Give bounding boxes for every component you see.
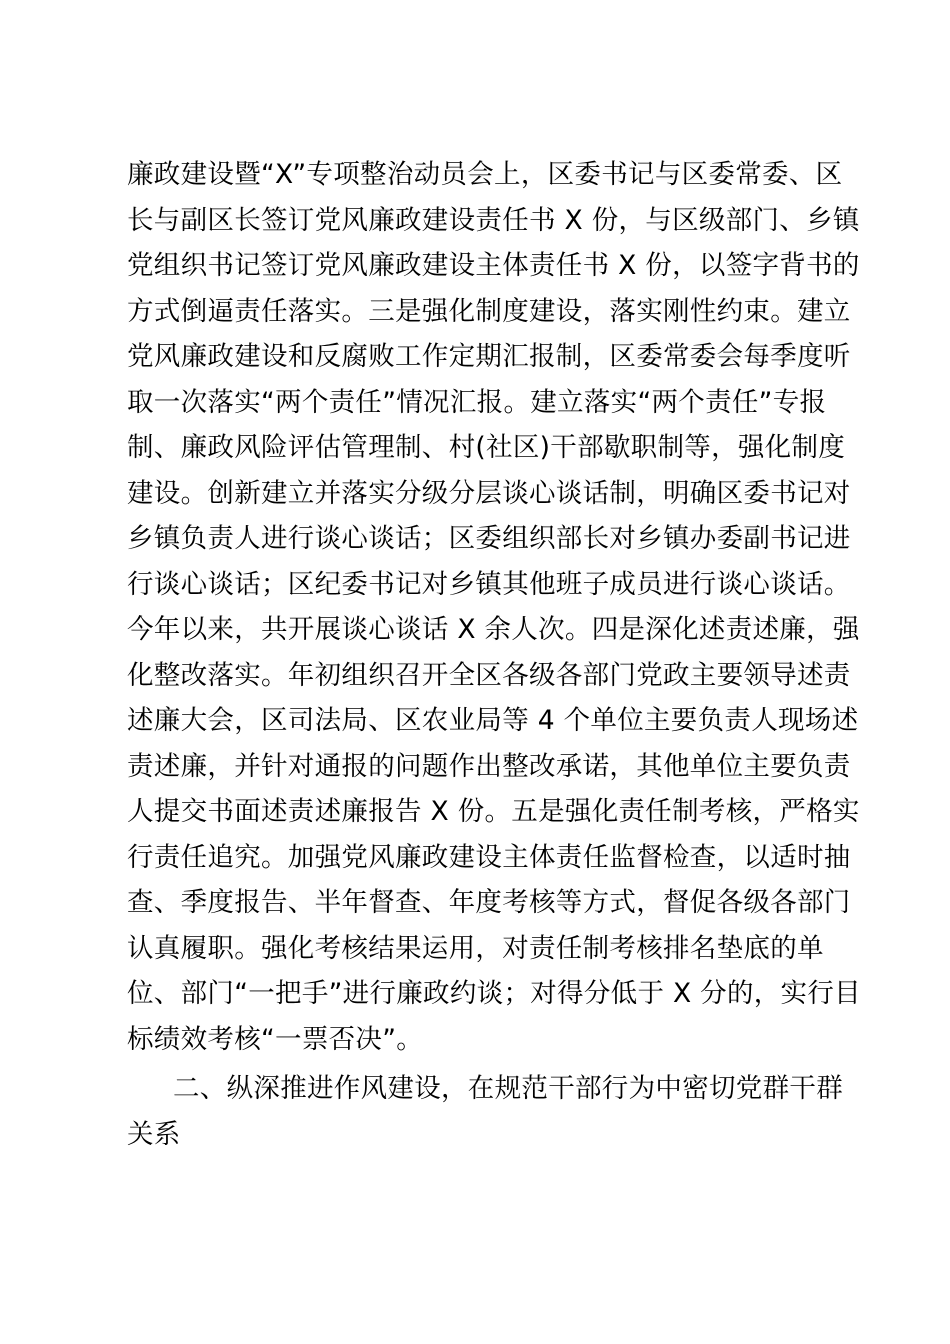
paragraph-line: 廉政建设暨“X”专项整治动员会上，区委书记与区委常委、区 bbox=[127, 159, 843, 190]
paragraph-line: 取一次落实“两个责任”情况汇报。建立落实“两个责任”专报 bbox=[127, 386, 827, 418]
paragraph-line: 人提交书面述责述廉报告 X 份。五是强化责任制考核，严格实 bbox=[127, 796, 860, 827]
paragraph-line: 认真履职。强化考核结果运用，对责任制考核排名垫底的单 bbox=[127, 932, 824, 964]
paragraph-line: 方式倒逼责任落实。三是强化制度建设，落实刚性约束。建立 bbox=[127, 295, 851, 327]
body-paragraph bbox=[127, 152, 861, 1062]
paragraph-line: 行责任追究。加强党风廉政建设主体责任监督检查，以适时抽 bbox=[127, 841, 851, 873]
paragraph-line: 党风廉政建设和反腐败工作定期汇报制，区委常委会每季度听 bbox=[127, 341, 851, 372]
paragraph-line: 建设。创新建立并落实分级分层谈心谈话制，明确区委书记对 bbox=[127, 477, 851, 509]
paragraph-line: 查、季度报告、半年督查、年度考核等方式，督促各级各部门 bbox=[127, 887, 851, 918]
paragraph-line: 位、部门“一把手”进行廉政约谈；对得分低于 X 分的，实行目 bbox=[127, 978, 861, 1009]
heading-line: 二、纵深推进作风建设，在规范干部行为中密切党群干群 bbox=[173, 1073, 843, 1104]
section-heading bbox=[127, 1066, 843, 1157]
paragraph-line: 长与副区长签订党风廉政建设责任书 X 份，与区级部门、乡镇 bbox=[127, 204, 860, 236]
paragraph-line: 乡镇负责人进行谈心谈话；区委组织部长对乡镇办委副书记进 bbox=[127, 523, 851, 554]
paragraph-line: 述廉大会，区司法局、区农业局等 4 个单位主要负责人现场述 bbox=[127, 705, 859, 736]
paragraph-line: 标绩效考核“一票否决”。 bbox=[127, 1023, 424, 1055]
paragraph-line: 党组织书记签订党风廉政建设主体责任书 X 份，以签字背书的 bbox=[127, 250, 860, 281]
paragraph-line: 化整改落实。年初组织召开全区各级各部门党政主要领导述责 bbox=[127, 659, 851, 691]
paragraph-line: 责述廉，并针对通报的问题作出整改承诺，其他单位主要负责 bbox=[127, 750, 851, 782]
paragraph-line: 今年以来，共开展谈心谈话 X 余人次。四是深化述责述廉，强 bbox=[127, 614, 860, 645]
paragraph-line: 制、廉政风险评估管理制、村(社区)干部歇职制等，强化制度 bbox=[127, 432, 846, 463]
paragraph-line: 行谈心谈话；区纪委书记对乡镇其他班子成员进行谈心谈话。 bbox=[127, 568, 851, 600]
heading-line: 关系 bbox=[127, 1118, 181, 1150]
